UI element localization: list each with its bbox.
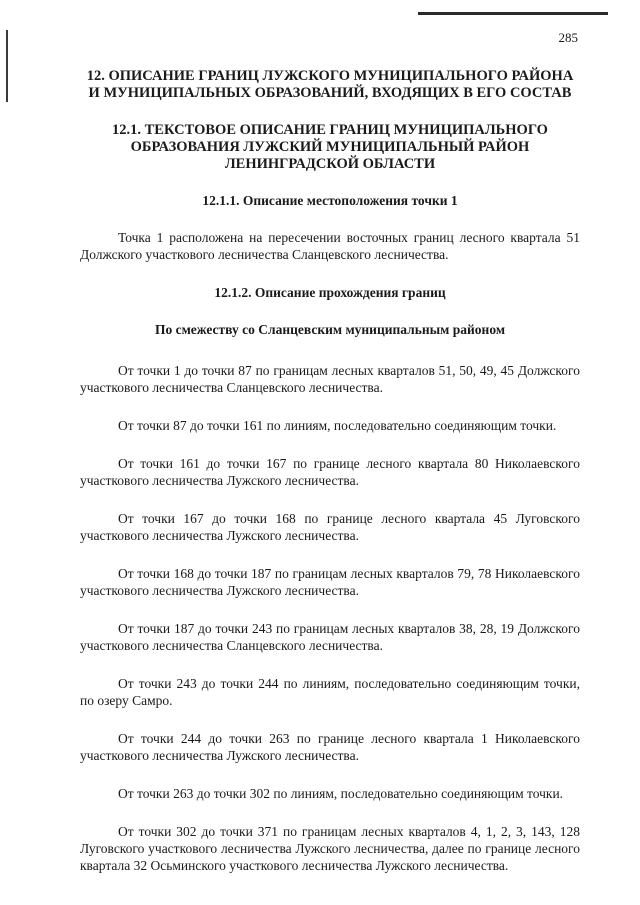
point-description: Точка 1 расположена на пересечении восточных границ лесного квартала 51 Должского участкового лесничества Сланцевского лесничества. [80,230,580,262]
passage-heading: 12.1.2. Описание прохождения границ [214,285,446,300]
boundary-paragraph: От точки 168 до точки 187 по границам лесных кварталов 79, 78 Николаевского участкового лесничества Лужского лесничества. [80,566,580,598]
point-heading: 12.1.1. Описание местоположения точки 1 [202,193,458,208]
boundary-paragraph: От точки 243 до точки 244 по линиям, последовательно соединяющим точки, по озеру Самро. [80,676,580,708]
adjacency-heading: По смежеству со Сланцевским муниципальным районом [154,322,506,337]
scan-artifact-gap [398,12,418,15]
boundary-paragraph: От точки 1 до точки 87 по границам лесных кварталов 51, 50, 49, 45 Должского участкового лесничества Сланцевского лесничества. [80,363,580,395]
boundary-paragraph: От точки 187 до точки 243 по границам лесных кварталов 38, 28, 19 Должского участкового лесничества Сланцевского лесничества. [80,621,580,653]
subsection-title: 12.1. ТЕКСТОВОЕ ОПИСАНИЕ ГРАНИЦ МУНИЦИПАЛЬНОГО ОБРАЗОВАНИЯ ЛУЖСКИЙ МУНИЦИПАЛЬНЫЙ РАЙОН ЛЕНИНГРАДСКОЙ ОБЛАСТИ [112,122,548,172]
boundary-paragraph: От точки 302 до точки 371 по границам лесных кварталов 4, 1, 2, 3, 143, 128 Луговского участкового лесничества Лужского лесничества, далее по границе лесного квартала 32 Осьминского участкового лесничества Лужского лесничества. [80,824,580,873]
section-title: 12. ОПИСАНИЕ ГРАНИЦ ЛУЖСКОГО МУНИЦИПАЛЬНОГО РАЙОНА И МУНИЦИПАЛЬНЫХ ОБРАЗОВАНИЙ, ВХОДЯЩИХ В ЕГО СОСТАВ [86,68,574,101]
boundary-paragraph: От точки 244 до точки 263 по границе лесного квартала 1 Николаевского участкового лесничества Лужского лесничества. [80,731,580,763]
boundary-paragraph: От точки 161 до точки 167 по границе лесного квартала 80 Николаевского участкового лесничества Лужского лесничества. [80,456,580,488]
boundary-paragraph: От точки 263 до точки 302 по линиям, последовательно соединяющим точки. [118,786,564,801]
page-number: 285 [558,30,578,45]
scan-artifact-left-line [6,30,8,102]
boundary-paragraph: От точки 167 до точки 168 по границе лесного квартала 45 Луговского участкового лесничества Лужского лесничества. [80,511,580,543]
document-body [80,68,580,895]
boundary-paragraph: От точки 87 до точки 161 по линиям, последовательно соединяющим точки. [118,418,557,433]
scan-artifact-top-line [398,12,608,15]
